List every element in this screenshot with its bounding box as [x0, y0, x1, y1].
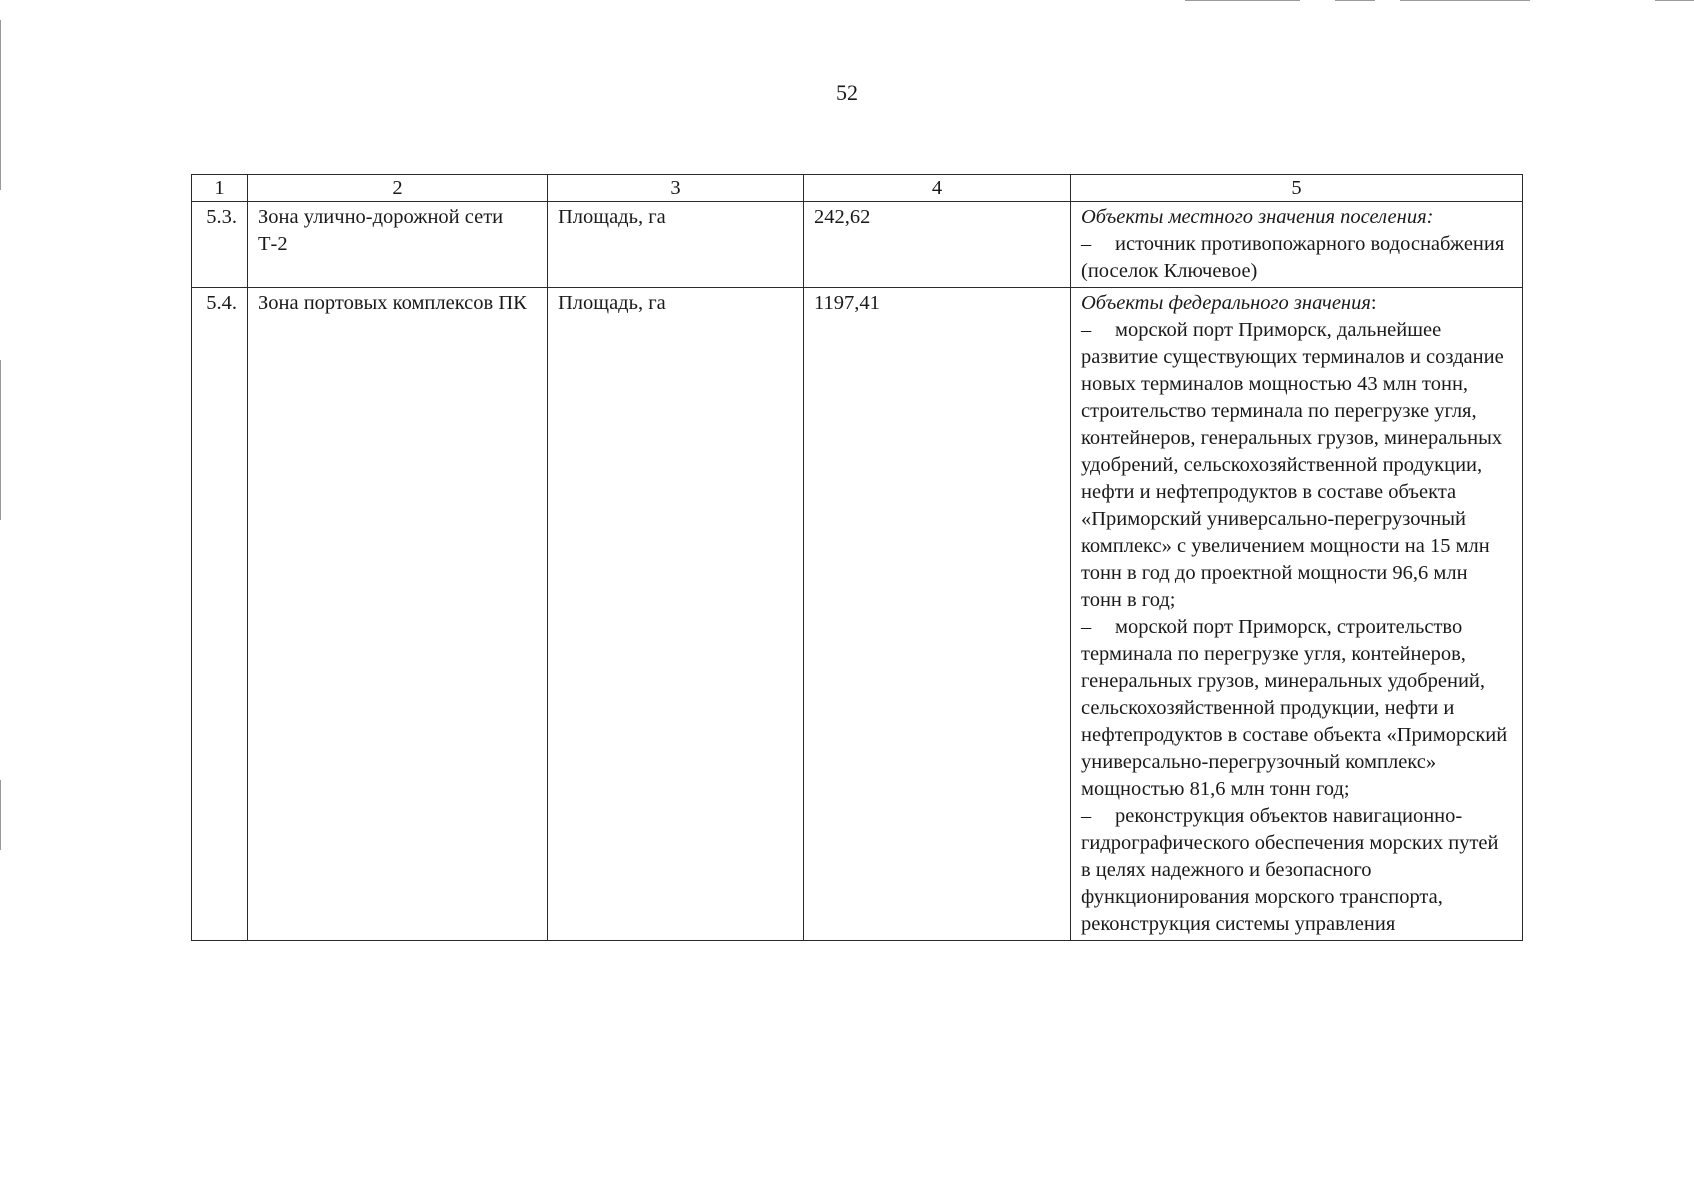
- scan-artifact: [1400, 0, 1530, 1]
- page-number: 52: [836, 80, 858, 105]
- object-item: [1081, 231, 1512, 285]
- column-header: 4: [804, 175, 1071, 202]
- parameter-name: Площадь, га: [548, 202, 804, 288]
- column-header: 1: [192, 175, 248, 202]
- table-row: [192, 288, 1523, 941]
- data-table: [191, 174, 1523, 941]
- zone-name: Зона улично-дорожной сети Т-2: [248, 202, 548, 288]
- object-item: [1081, 614, 1512, 803]
- dash-bullet: –: [1081, 616, 1092, 638]
- object-item-text: источник противопожарного водоснабжения (поселок Ключевое): [1081, 233, 1505, 282]
- column-header: 2: [248, 175, 548, 202]
- zone-name: Зона портовых комплексов ПК: [248, 288, 548, 941]
- dash-bullet: –: [1081, 233, 1092, 255]
- parameter-value: 242,62: [804, 202, 1071, 288]
- objects-heading-colon: :: [1370, 292, 1377, 314]
- parameter-name: Площадь, га: [548, 288, 804, 941]
- row-number: 5.3.: [192, 202, 248, 288]
- row-number: 5.4.: [192, 288, 248, 941]
- objects-heading: Объекты местного значения поселения:: [1081, 206, 1434, 228]
- dash-bullet: –: [1081, 319, 1092, 341]
- column-header: 3: [548, 175, 804, 202]
- dash-bullet: –: [1081, 805, 1092, 827]
- objects-heading: Объекты федерального значения: [1081, 292, 1371, 314]
- scan-artifact: [1655, 0, 1694, 1]
- object-item-text: морской порт Приморск, дальнейшее развитие существующих терминалов и создание новых терминалов мощностью 43 млн тонн, строительство терминала по перегрузке угля, контейнеров, генеральных грузов, минеральных удобрений, сельскохозяйственной продукции, нефти и нефтепродуктов в составе объекта «Приморский универсально-перегрузочный комплекс» с увеличением мощности на 15 млн тонн в год до проектной мощности 96,6 млн тонн в год;: [1081, 319, 1504, 611]
- objects-heading-line: [1081, 290, 1512, 317]
- scan-artifact: [0, 780, 1, 850]
- column-header: 5: [1071, 175, 1523, 202]
- objects-cell: [1071, 202, 1523, 288]
- object-item-text: морской порт Приморск, строительство терминала по перегрузке угля, контейнеров, генеральных грузов, минеральных удобрений, сельскохозяйственной продукции, нефти и нефтепродуктов в составе объекта «Приморский универсально-перегрузочный комплекс» мощностью 81,6 млн тонн год;: [1081, 616, 1508, 800]
- table-header-row: [192, 175, 1523, 202]
- scan-artifact: [1335, 0, 1375, 1]
- object-item: [1081, 803, 1512, 938]
- parameter-value: 1197,41: [804, 288, 1071, 941]
- object-item-text: реконструкция объектов навигационно-гидрографического обеспечения морских путей в целях надежного и безопасного функционирования морского транспорта, реконструкция системы управления: [1081, 805, 1499, 935]
- table-row: [192, 202, 1523, 288]
- object-item: [1081, 317, 1512, 614]
- scan-artifact: [0, 360, 1, 520]
- scan-artifact: [1185, 0, 1300, 1]
- objects-cell: [1071, 288, 1523, 941]
